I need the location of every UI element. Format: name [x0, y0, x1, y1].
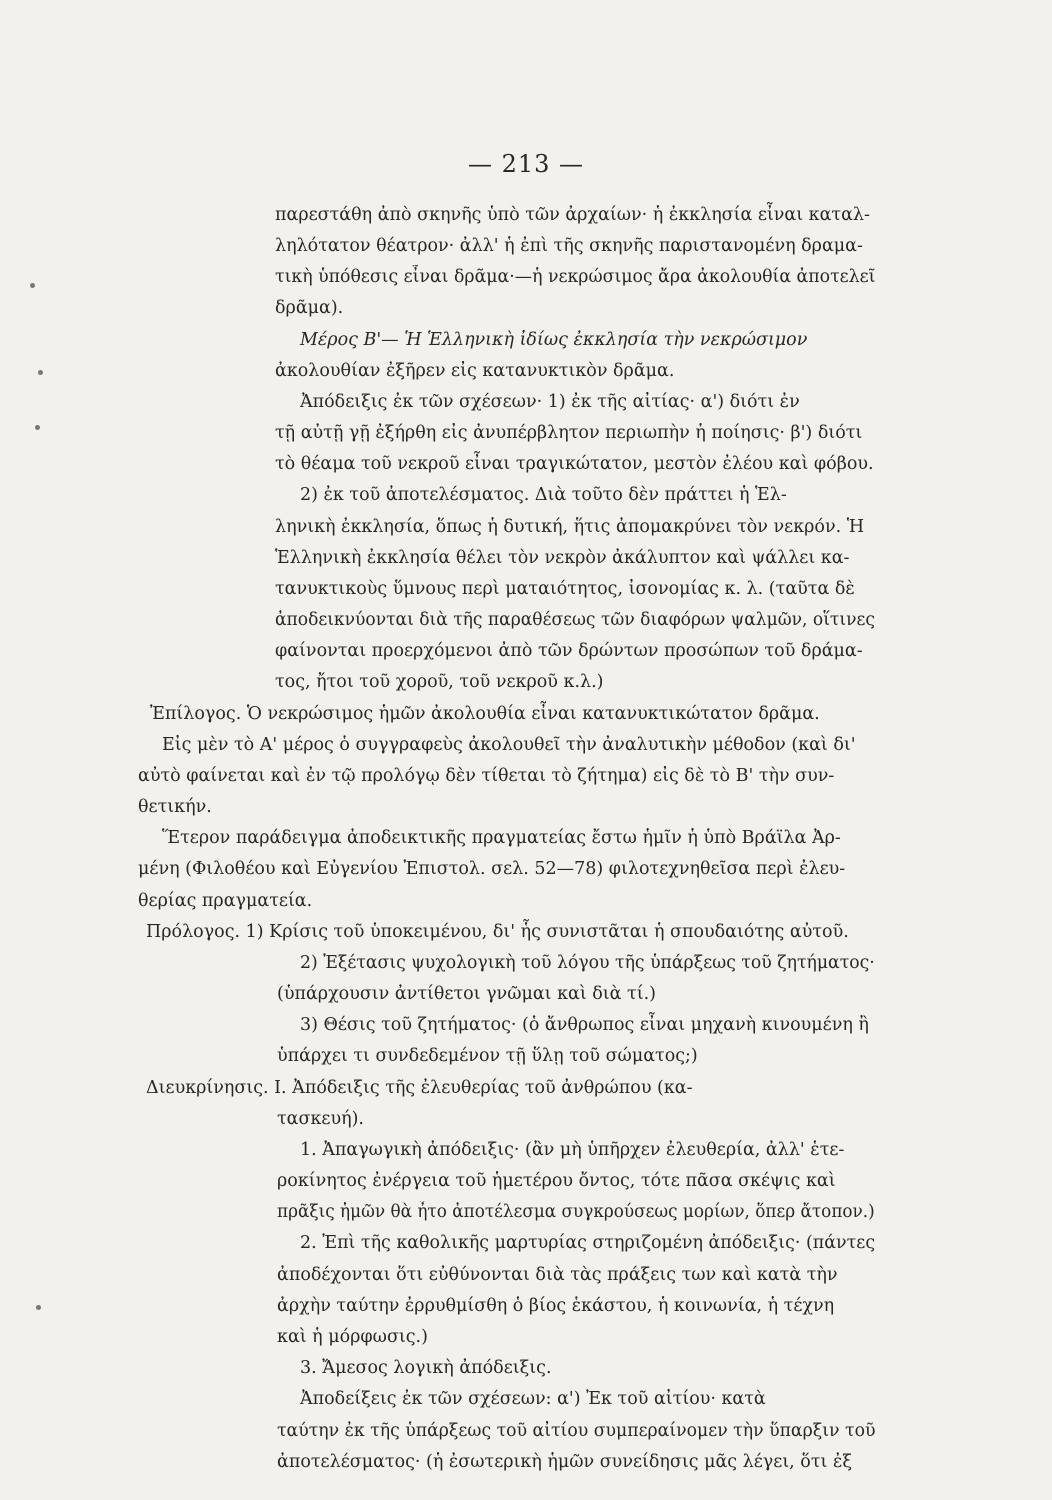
- text-line: Ἀπόδειξις ἐκ τῶν σχέσεων· 1) ἐκ τῆς αἰτίας· α') διότι ἐν: [300, 392, 800, 412]
- text-line: Μέρος Β'— Ἡ Ἑλληνικὴ ἰδίως ἐκκλησία τὴν νεκρώσιμον: [300, 330, 808, 350]
- text-line: ληνικὴ ἐκκλησία, ὅπως ἡ δυτική, ἥτις ἀπομακρύνει τὸν νεκρόν. Ἡ: [275, 517, 865, 537]
- text-line: αὐτὸ φαίνεται καὶ ἐν τῷ προλόγῳ δὲν τίθεται τὸ ζήτημα) εἰς δὲ τὸ Β' τὴν συν-: [138, 766, 835, 786]
- margin-speck: [30, 283, 35, 288]
- text-line: ἀποδεικνύονται διὰ τῆς παραθέσεως τῶν διαφόρων ψαλμῶν, οἵτινες: [275, 610, 875, 630]
- text-line: 2) Ἐξέτασις ψυχολογικὴ τοῦ λόγου τῆς ὑπάρξεως τοῦ ζητήματος·: [300, 953, 875, 973]
- text-line: ληλότατον θέατρον· ἀλλ' ἡ ἐπὶ τῆς σκηνῆς παριστανομένη δραμα-: [275, 236, 863, 256]
- text-line: ἀποδέχονται ὅτι εὐθύνονται διὰ τὰς πράξεις των καὶ κατὰ τὴν: [277, 1265, 838, 1285]
- text-line: ταύτην ἐκ τῆς ὑπάρξεως τοῦ αἰτίου συμπεραίνομεν τὴν ὕπαρξιν τοῦ: [277, 1421, 876, 1441]
- prologue-line: Πρόλογος. 1) Κρίσις τοῦ ὑποκειμένου, δι' ἧς συνιστᾶται ἡ σπουδαιότης αὐτοῦ.: [146, 922, 849, 942]
- clarification-line: Διευκρίνησις. Ι. Ἀπόδειξις τῆς ἐλευθερίας τοῦ ἀνθρώπου (κα-: [146, 1078, 693, 1098]
- text-line: ὑπάρχει τι συνδεδεμένον τῇ ὕλῃ τοῦ σώματος;): [277, 1046, 698, 1066]
- text-line: θετικήν.: [138, 797, 212, 817]
- text-line: τὸ θέαμα τοῦ νεκροῦ εἶναι τραγικώτατον, μεστὸν ἐλέου καὶ φόβου.: [275, 454, 874, 474]
- text-line: καὶ ἡ μόρφωσις.): [277, 1327, 428, 1347]
- text-line: φαίνονται προερχόμενοι ἀπὸ τῶν δρώντων προσώπων τοῦ δράμα-: [275, 641, 863, 661]
- text-line: Εἰς μὲν τὸ Α' μέρος ὁ συγγραφεὺς ἀκολουθεῖ τὴν ἀναλυτικὴν μέθοδον (καὶ δι': [162, 735, 856, 755]
- text-line: 1. Ἀπαγωγικὴ ἀπόδειξις· (ἂν μὴ ὑπῆρχεν ἐλευθερία, ἀλλ' ἑτε-: [300, 1140, 845, 1160]
- epilogue-line: Ἐπίλογος. Ὁ νεκρώσιμος ἡμῶν ἀκολουθία εἶναι κατανυκτικώτατον δρᾶμα.: [150, 704, 820, 724]
- text-line: ἀποτελέσματος· (ἡ ἐσωτερικὴ ἡμῶν συνείδησις μᾶς λέγει, ὅτι ἐξ: [277, 1452, 852, 1472]
- text-line: Ἕτερον παράδειγμα ἀποδεικτικῆς πραγματείας ἔστω ἡμῖν ἡ ὑπὸ Βράϊλα Ἀρ-: [162, 828, 841, 848]
- text-line: παρεστάθη ἀπὸ σκηνῆς ὑπὸ τῶν ἀρχαίων· ἡ ἐκκλησία εἶναι καταλ-: [275, 205, 870, 225]
- text-line: (ὑπάρχουσιν ἀντίθετοι γνῶμαι καὶ διὰ τί.): [277, 984, 656, 1004]
- text-line: δρᾶμα).: [275, 298, 344, 318]
- text-line: πρᾶξις ἡμῶν θὰ ἦτο ἀποτέλεσμα συγκρούσεως μορίων, ὅπερ ἄτοπον.): [277, 1202, 875, 1222]
- text-line: ἀκολουθίαν ἐξῆρεν εἰς κατανυκτικὸν δρᾶμα.: [275, 361, 675, 381]
- text-line: τασκευή).: [277, 1109, 364, 1129]
- margin-speck: [35, 425, 40, 430]
- text-line: Ἑλληνικὴ ἐκκλησία θέλει τὸν νεκρὸν ἀκάλυπτον καὶ ψάλλει κα-: [275, 548, 850, 568]
- text-line: 2. Ἐπὶ τῆς καθολικῆς μαρτυρίας στηριζομένη ἀπόδειξις· (πάντες: [300, 1233, 876, 1253]
- text-line: 2) ἐκ τοῦ ἀποτελέσματος. Διὰ τοῦτο δὲν πράττει ἡ Ἑλ-: [300, 485, 787, 505]
- margin-speck: [36, 1305, 41, 1310]
- margin-speck: [38, 370, 43, 375]
- text-line: μένη (Φιλοθέου καὶ Εὐγενίου Ἐπιστολ. σελ. 52—78) φιλοτεχνηθεῖσα περὶ ἐλευ-: [138, 859, 846, 879]
- text-line: 3. Ἄμεσος λογικὴ ἀπόδειξις.: [300, 1358, 552, 1378]
- text-line: τῇ αὐτῇ γῇ ἐξήρθη εἰς ἀνυπέρβλητον περιωπὴν ἡ ποίησις· β') διότι: [275, 423, 863, 443]
- text-line: θερίας πραγματεία.: [138, 891, 313, 911]
- text-line: τος, ἤτοι τοῦ χοροῦ, τοῦ νεκροῦ κ.λ.): [275, 672, 604, 692]
- text-line: τικὴ ὑπόθεσις εἶναι δρᾶμα·—ἡ νεκρώσιμος ἄρα ἀκολουθία ἀποτελεῖ: [275, 267, 876, 287]
- page-number: — 213 —: [467, 150, 585, 178]
- text-line: Ἀποδείξεις ἐκ τῶν σχέσεων: α') Ἐκ τοῦ αἰτίου· κατὰ: [300, 1389, 766, 1409]
- text-line: 3) Θέσις τοῦ ζητήματος· (ὁ ἄνθρωπος εἶναι μηχανὴ κινουμένη ἢ: [300, 1015, 869, 1035]
- text-line: ροκίνητος ἐνέργεια τοῦ ἡμετέρου ὄντος, τότε πᾶσα σκέψις καὶ: [277, 1171, 836, 1191]
- text-line: ἀρχὴν ταύτην ἐρρυθμίσθη ὁ βίος ἑκάστου, ἡ κοινωνία, ἡ τέχνη: [277, 1296, 835, 1316]
- text-line: τανυκτικοὺς ὕμνους περὶ ματαιότητος, ἰσονομίας κ. λ. (ταῦτα δὲ: [275, 579, 855, 599]
